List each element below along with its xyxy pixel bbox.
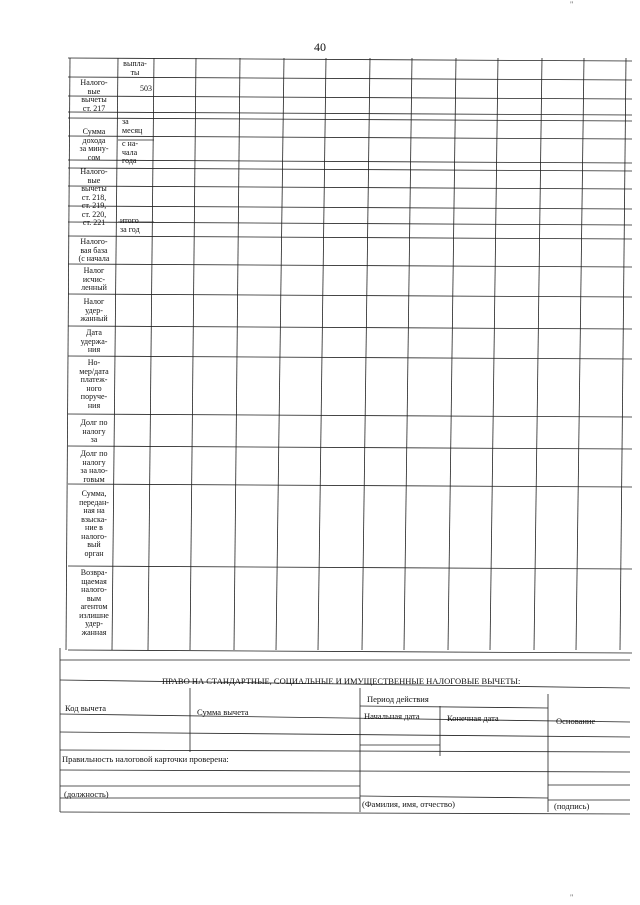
row-label-tax-calculated: Налог исчис- ленный — [81, 266, 107, 292]
grid-line — [68, 650, 632, 653]
sub-label-year-total: итого за год — [120, 216, 140, 234]
grid-line — [362, 58, 370, 650]
deduction-code-503: 503 — [140, 84, 152, 93]
grid-line — [576, 58, 584, 650]
grid-line — [68, 264, 632, 267]
corner-mark-bottom: " — [570, 893, 574, 902]
signature-caption: (подпись) — [554, 801, 590, 811]
grid-line — [276, 58, 284, 650]
header-end-date: Конечная дата — [447, 713, 499, 723]
position-caption: (должность) — [64, 789, 109, 799]
row-label-tax-debt-agent: Долг по налогу за нало- говым — [80, 449, 108, 484]
grid-line — [68, 136, 632, 139]
grid-line — [68, 484, 632, 487]
sub-label-month: за месяц — [122, 117, 143, 135]
grid-line — [68, 356, 632, 359]
grid-line — [68, 326, 632, 329]
grid-line — [60, 812, 630, 814]
row-label-payments: выпла- ты — [123, 59, 147, 77]
corner-mark-top: " — [570, 0, 574, 9]
header-basis: Основание — [556, 716, 596, 726]
grid-line — [448, 58, 456, 650]
grid-line — [60, 750, 630, 752]
header-start-date: Начальная дата — [364, 711, 420, 721]
grid-line — [620, 58, 626, 650]
header-period: Период действия — [367, 694, 429, 704]
grid-line — [60, 770, 630, 772]
header-deduction-sum: Сумма вычета — [197, 707, 249, 717]
row-label-withholding-date: Дата удержа- ния — [80, 328, 108, 354]
grid-line — [318, 58, 326, 650]
grid-line — [490, 58, 498, 650]
grid-line — [534, 58, 542, 650]
grid-line — [360, 796, 548, 798]
row-label-deductions-218-221: Налого- вые вычеты ст. 218, ст. 219, ст. 220, ст. 221 — [80, 167, 108, 227]
grid-line — [190, 58, 196, 650]
row-label-refund: Возвра- щаемая налого- вым агентом излишне удер- жанная — [79, 568, 109, 637]
grid-line — [68, 112, 632, 115]
fio-caption: (Фамилия, имя, отчество) — [362, 799, 455, 809]
deductions-title: ПРАВО НА СТАНДАРТНЫЕ, СОЦИАЛЬНЫЕ И ИМУЩЕСТВЕННЫЕ НАЛОГОВЫЕ ВЫЧЕТЫ: — [162, 676, 521, 686]
grid-line — [60, 732, 630, 737]
page-number: 40 — [314, 40, 326, 54]
row-label-sum-transferred: Сумма, передан- ная на взыска- ние в налого- вый орган — [79, 489, 109, 558]
grid-line — [404, 58, 412, 650]
grid-line — [234, 58, 240, 650]
grid-line — [360, 706, 548, 708]
grid-line — [68, 414, 632, 417]
row-label-income-minus: Сумма дохода за мину- сом — [79, 127, 109, 162]
grid-line — [60, 714, 630, 722]
grid-line — [68, 236, 632, 239]
row-label-tax-debt: Долг по налогу за — [80, 418, 108, 444]
row-label-deductions-217: Налого- вые вычеты ст. 217 — [80, 78, 108, 113]
grid-line — [68, 96, 632, 99]
row-label-tax-base: Налого- вая база (с начала — [78, 237, 110, 263]
grid-line — [66, 58, 70, 650]
grid-line — [68, 566, 632, 569]
header-deduction-code: Код вычета — [65, 703, 107, 713]
grid-line — [68, 58, 632, 61]
verification-text: Правильность налоговой карточки проверена: — [62, 754, 229, 764]
sub-label-year-start: с на- чала года — [122, 139, 139, 165]
grid-line — [68, 446, 632, 449]
grid-line — [68, 294, 632, 297]
row-label-tax-withheld: Налог удер- жанный — [80, 297, 108, 323]
row-label-payment-order: Но- мер/дата платеж- ного поруче- ния — [79, 358, 109, 410]
grid-line — [68, 77, 632, 80]
